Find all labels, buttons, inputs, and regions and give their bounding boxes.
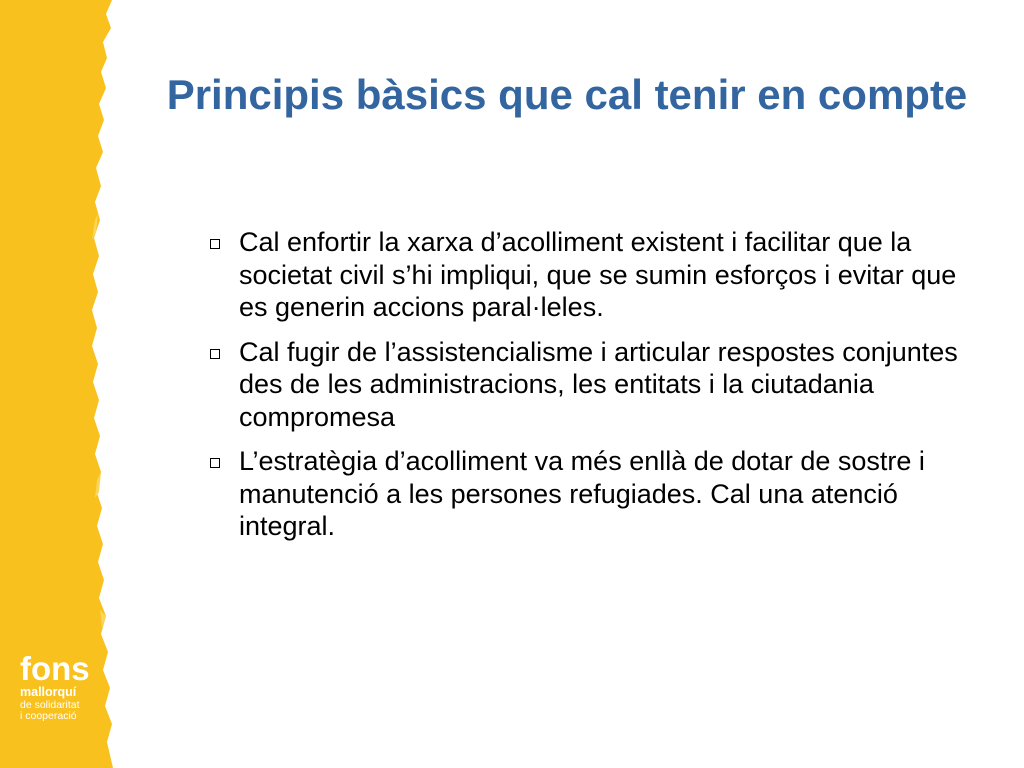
fons-mallorqui-logo: [20, 652, 110, 722]
bullet-list: [206, 226, 986, 555]
logo-line-3: i cooperació: [20, 710, 77, 722]
hollow-square-icon: [210, 349, 220, 359]
slide-title: Principis bàsics que cal tenir en compte: [166, 71, 968, 118]
logo-line-1: mallorquí: [20, 685, 77, 699]
bullet-text: L’estratègia d’acolliment va més enllà de dotar de sostre i manutenció a les persones refugiades. Cal una atenció integral.: [239, 446, 925, 541]
hollow-square-icon: [210, 458, 220, 468]
bullet-text: Cal enfortir la xarxa d’acolliment existent i facilitar que la societat civil s’hi impliqui, que se sumin esforços i evitar que es generin accions paral·leles.: [239, 227, 957, 322]
bullet-item: [206, 445, 986, 543]
logo-line-2: de solidaritat: [20, 698, 80, 711]
hollow-square-icon: [210, 239, 220, 249]
logo-main-text: fons: [20, 650, 90, 687]
bullet-text: Cal fugir de l’assistencialisme i articular respostes conjuntes des de les administracions, les entitats i la ciutadania compromesa: [239, 336, 958, 432]
bullet-item: [206, 336, 986, 434]
bullet-item: [206, 226, 986, 324]
